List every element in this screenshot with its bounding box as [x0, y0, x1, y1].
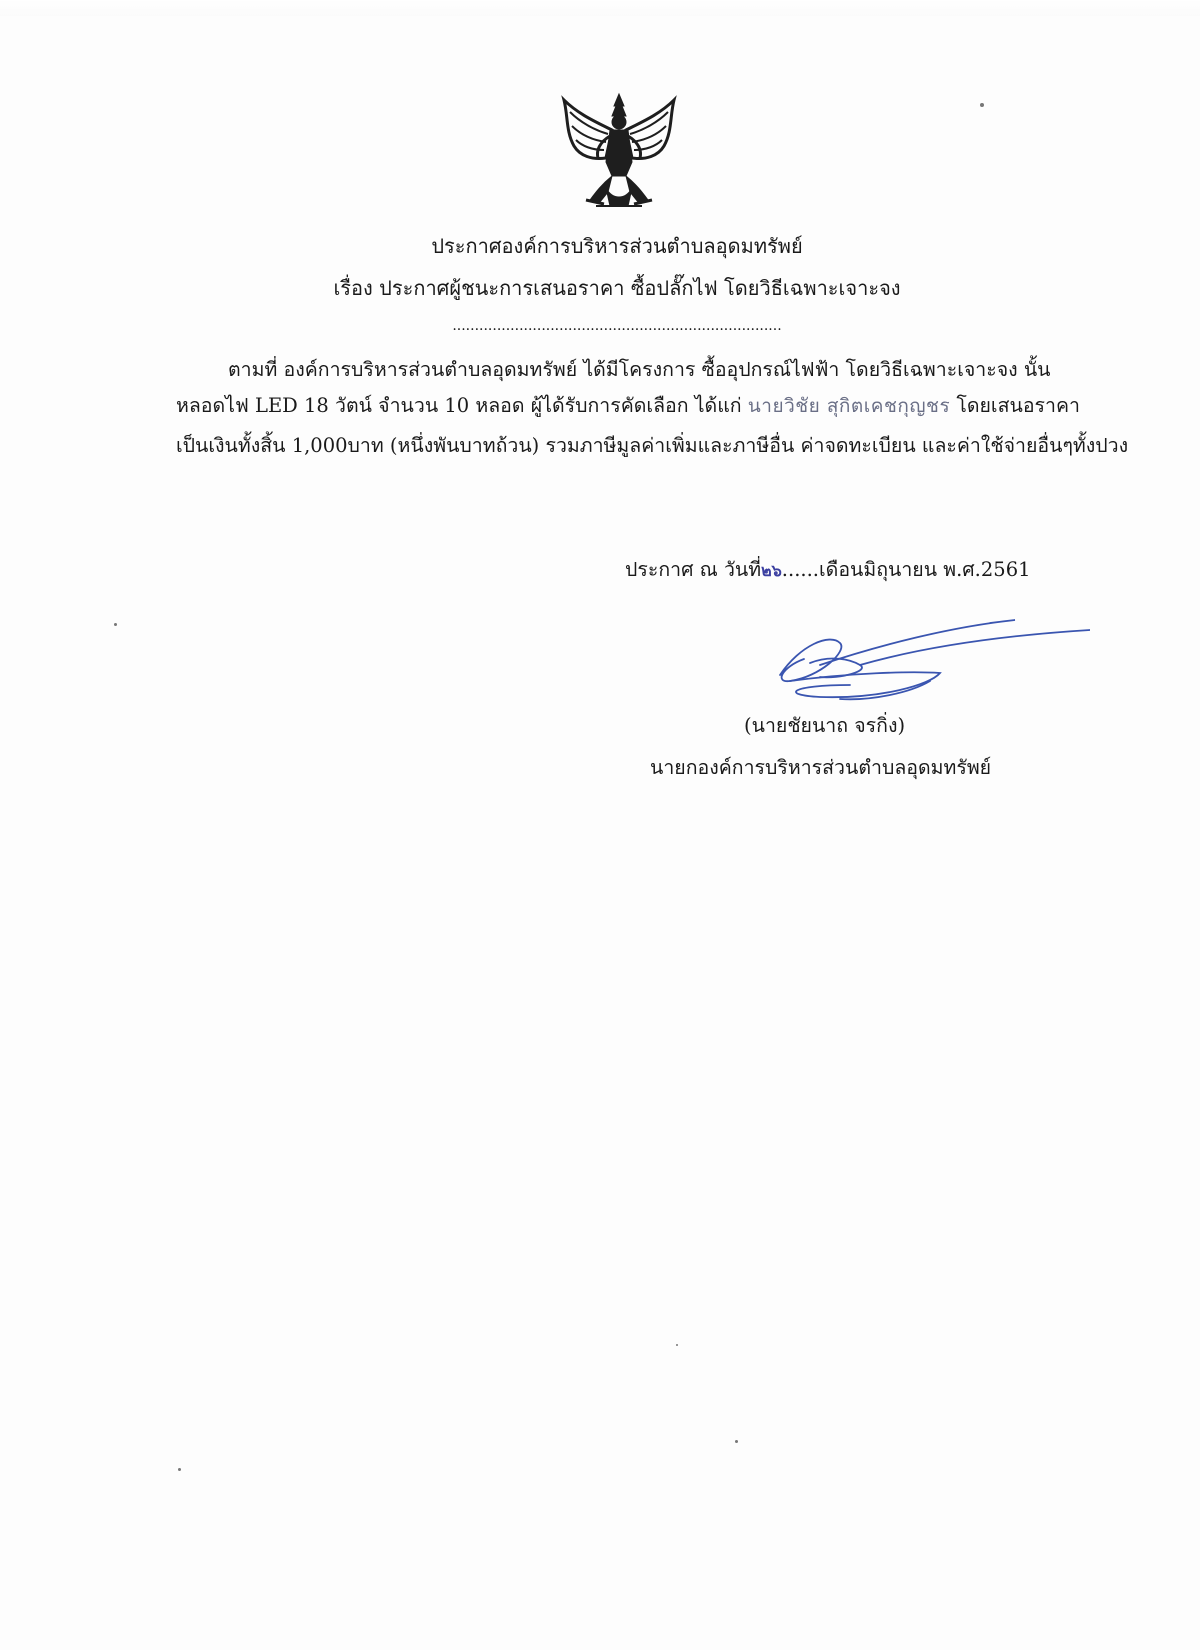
body-line-2-prefix: หลอดไฟ LED 18 วัตน์ จำนวน 10 หลอด ผู้ได้รับการคัดเลือก ได้แก่ — [176, 394, 748, 417]
body-line-3: เป็นเงินทั้งสิ้น 1,000บาท (หนึ่งพันบาทถ้วน) รวมภาษีมูลค่าเพิ่มและภาษีอื่น ค่าจดทะเบียน และค่าใช้จ่ายอื่นๆทั้งปวง — [176, 434, 1129, 457]
scan-edge — [0, 0, 1200, 16]
signer-name: (นายชัยนาถ จรกิ่ง) — [744, 714, 906, 737]
scan-speck — [676, 1344, 678, 1346]
date-suffix: ......เดือนมิถุนายน พ.ศ.2561 — [781, 558, 1031, 581]
date-day: ๒๖ — [761, 561, 782, 580]
scan-speck — [178, 1468, 181, 1471]
body-line-2 — [176, 392, 1080, 420]
announcement-date — [625, 556, 1031, 585]
scan-speck — [114, 623, 117, 626]
document-title: ประกาศองค์การบริหารส่วนตำบลอุดมทรัพย์ — [431, 234, 803, 258]
body-line-2-suffix: โดยเสนอราคา — [950, 394, 1080, 417]
date-prefix: ประกาศ ณ วันที่ — [625, 558, 762, 581]
scan-speck — [735, 1440, 738, 1443]
signer-position: นายกองค์การบริหารส่วนตำบลอุดมทรัพย์ — [650, 756, 992, 779]
garuda-emblem-icon — [556, 92, 682, 212]
separator-line: .......................................................................... — [452, 318, 782, 334]
body-line-1: ตามที่ องค์การบริหารส่วนตำบลอุดมทรัพย์ ได้มีโครงการ ซื้ออุปกรณ์ไฟฟ้า โดยวิธีเฉพาะเจาะจง นั้น — [228, 358, 1051, 381]
winner-name: นายวิชัย สุกิตเคชกุญชร — [747, 395, 951, 417]
document-subject: เรื่อง ประกาศผู้ชนะการเสนอราคา ซื้อปลั๊กไฟ โดยวิธีเฉพาะเจาะจง — [333, 276, 901, 300]
scan-speck — [980, 103, 984, 107]
